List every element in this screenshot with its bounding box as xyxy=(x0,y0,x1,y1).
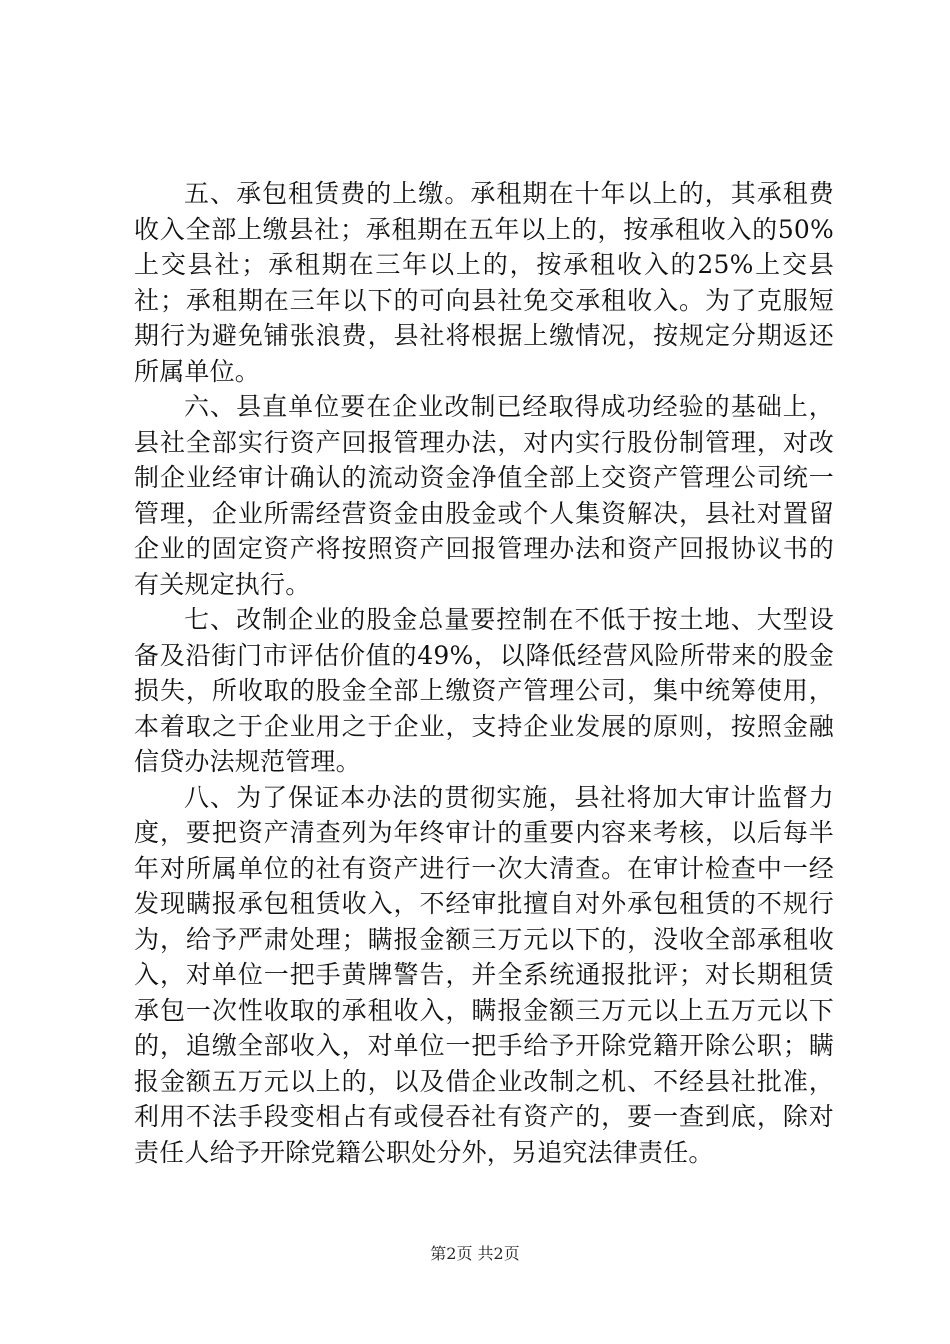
paragraph-section-7: 七、改制企业的股金总量要控制在不低于按土地、大型设备及沿街门市评估价值的49%，以降低经营风险所带来的股金损失，所收取的股金全部上缴资产管理公司，集中统筹使用，本着取之于企业用之于企业，支持企业发展的原则，按照金融信贷办法规范管理。 xyxy=(134,605,834,776)
paragraph-section-8: 八、为了保证本办法的贯彻实施，县社将加大审计监督力度，要把资产清查列为年终审计的重要内容来考核，以后每半年对所属单位的社有资产进行一次大清查。在审计检查中一经发现瞒报承包租赁收入，不经审批擅自对外承包租赁的不规行为，给予严肃处理；瞒报金额三万元以下的，没收全部承租收入，对单位一把手黄牌警告，并全系统通报批评；对长期租赁承包一次性收取的承租收入，瞒报金额三万元以上五万元以下的，追缴全部收入，对单位一把手给予开除党籍开除公职；瞒报金额五万元以上的，以及借企业改制之机、不经县社批准，利用不法手段变相占有或侵吞社有资产的，要一查到底，除对责任人给予开除党籍公职处分外，另追究法律责任。 xyxy=(134,782,834,1167)
paragraph-section-6: 六、县直单位要在企业改制已经取得成功经验的基础上，县社全部实行资产回报管理办法，对内实行股份制管理，对改制企业经审计确认的流动资金净值全部上交资产管理公司统一管理，企业所需经营资金由股金或个人集资解决，县社对置留企业的固定资产将按照资产回报管理办法和资产回报协议书的有关规定执行。 xyxy=(134,392,834,599)
document-body xyxy=(134,176,834,1170)
paragraph-section-5: 五、承包租赁费的上缴。承租期在十年以上的，其承租费收入全部上缴县社；承租期在五年以上的，按承租收入的50%上交县社；承租期在三年以上的，按承租收入的25%上交县社；承租期在三年以下的可向县社免交承租收入。为了克服短期行为避免铺张浪费，县社将根据上缴情况，按规定分期返还所属单位。 xyxy=(134,179,834,386)
page-number-footer: 第2页 共2页 xyxy=(430,1244,520,1263)
